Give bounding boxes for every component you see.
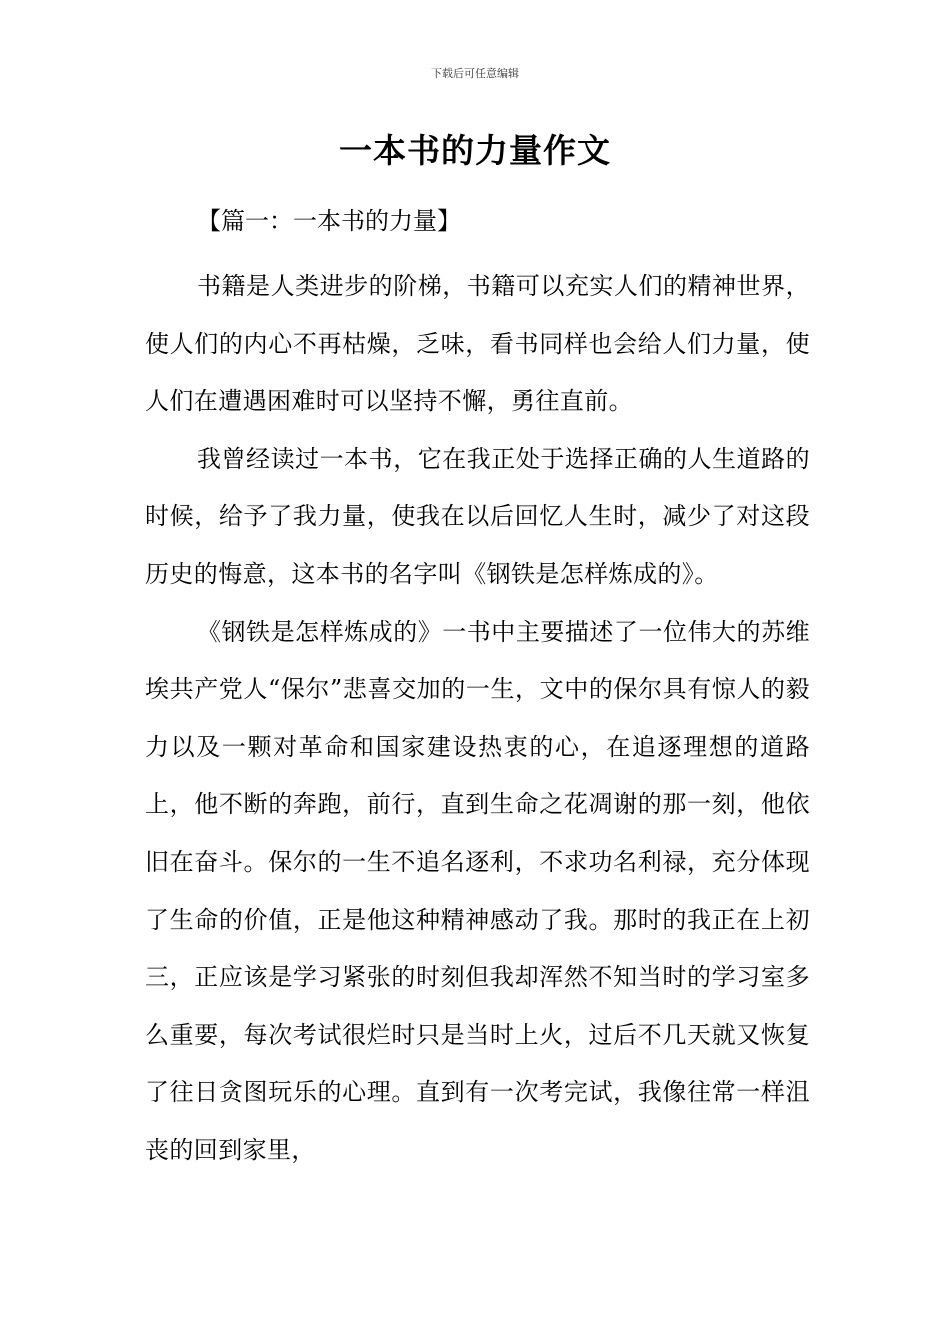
paragraph: 书籍是人类进步的阶梯，书籍可以充实人们的精神世界，使人们的内心不再枯燥，乏味，看书同样也会给人们力量，使人们在遭遇困难时可以坚持不懈，勇往直前。 [145,272,810,416]
paragraph: 我曾经读过一本书，它在我正处于选择正确的人生道路的时候，给予了我力量，使我在以后回忆人生时，减少了对这段历史的悔意，这本书的名字叫《钢铁是怎样炼成的》。 [145,444,810,588]
document-title: 一本书的力量作文 [339,131,611,170]
section-heading: 【篇一：一本书的力量】 [197,207,461,235]
document-body [145,258,810,1180]
paragraph: 《钢铁是怎样炼成的》一书中主要描述了一位伟大的苏维埃共产党人“保尔”悲喜交加的一生，文中的保尔具有惊人的毅力以及一颗对革命和国家建设热衷的心，在追逐理想的道路上，他不断的奔跑，前行，直到生命之花凋谢的那一刻，他依旧在奋斗。保尔的一生不追名逐利，不求功名利禄，充分体现了生命的价值，正是他这种精神感动了我。那时的我正在上初三，正应该是学习紧张的时刻但我却浑然不知当时的学习室多么重要，每次考试很烂时只是当时上火，过后不几天就又恢复了往日贪图玩乐的心理。直到有一次考完试，我像往常一样沮丧的回到家里， [145,617,810,1164]
header-note: 下载后可任意编辑 [431,67,519,80]
